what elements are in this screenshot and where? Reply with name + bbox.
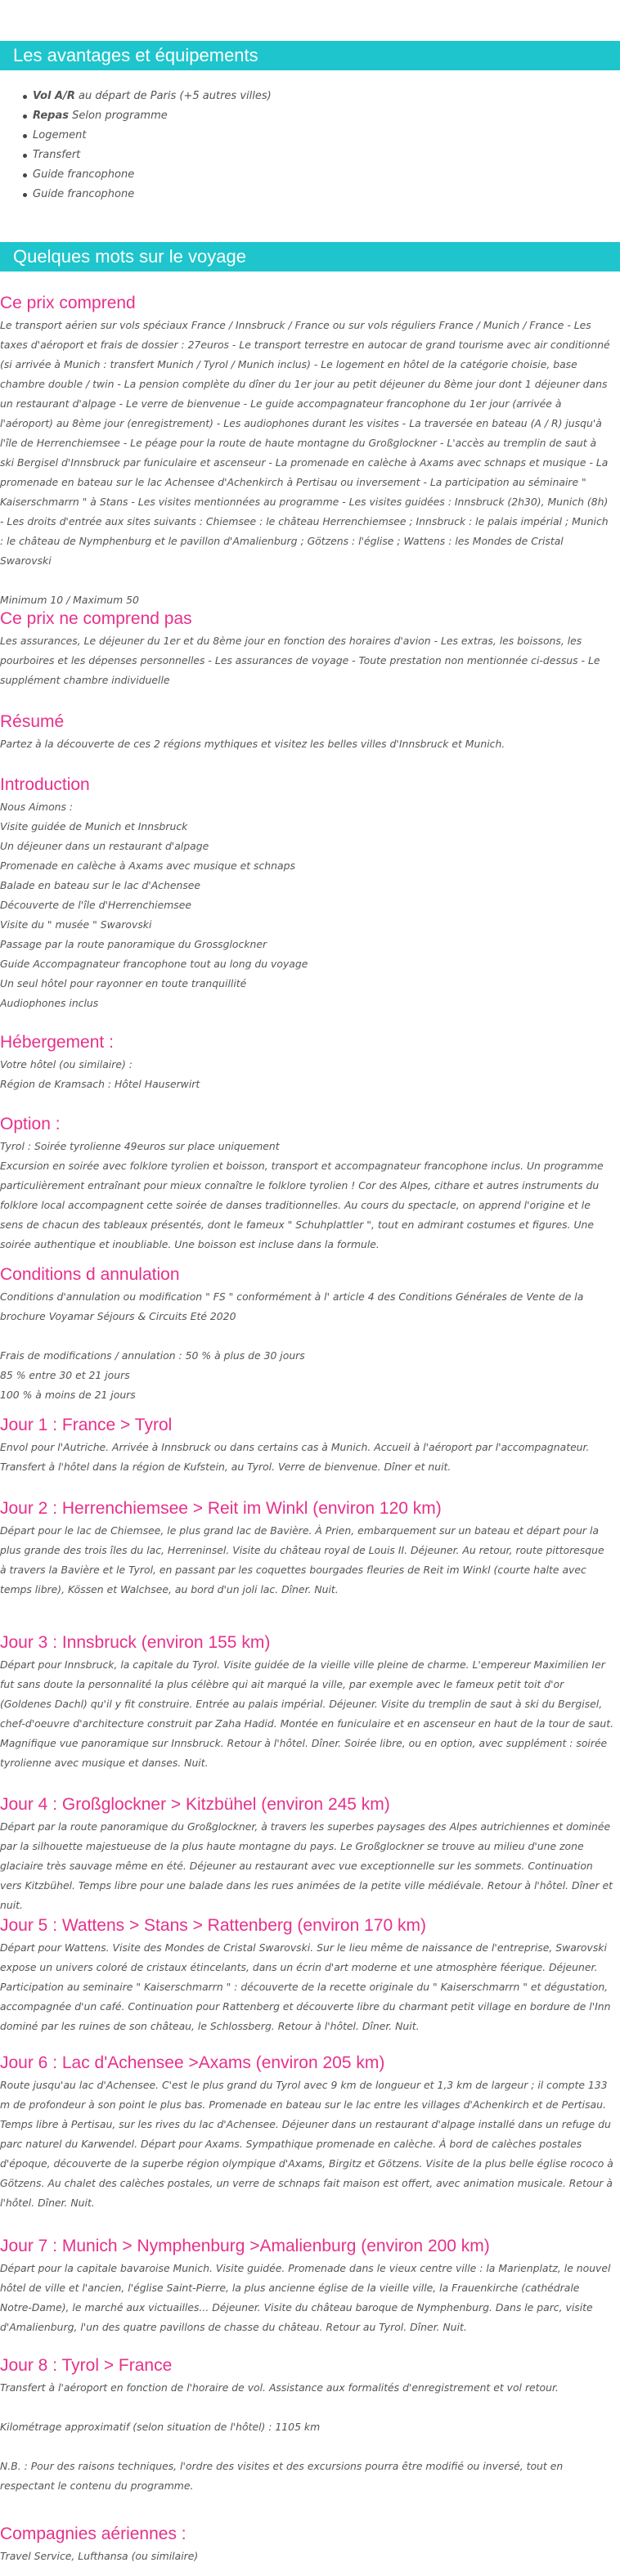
day-1-section bbox=[0, 1415, 613, 1477]
day-3-section bbox=[0, 1632, 613, 1773]
summary-text: Partez à la découverte de ces 2 régions mythiques et visitez les belles villes d'Innsbruck et Munich. bbox=[0, 738, 505, 750]
option-section bbox=[0, 1114, 613, 1254]
advantage-item-bold: Repas bbox=[33, 110, 69, 122]
advantage-item-text: Logement bbox=[33, 129, 87, 141]
included-section bbox=[0, 293, 613, 610]
summary-heading: Résumé bbox=[0, 712, 65, 731]
day-2-section bbox=[0, 1498, 613, 1600]
introduction-section bbox=[0, 774, 613, 1013]
advantage-item-text: Guide francophone bbox=[33, 188, 135, 200]
intro-line: Un seul hôtel pour rayonner en toute tranquillité bbox=[0, 977, 247, 990]
not-included-text: Les assurances, Le déjeuner du 1er et du 8ème jour en fonction des horaires d'avion - Les extras, les boissons, les pourboires et les dépenses personnelles - Les assurances de voyage - Toute prestation non mentionnée ci-dessus - Le supplément chambre individuelle bbox=[0, 635, 600, 686]
airlines-section bbox=[0, 2524, 613, 2566]
not-included-section bbox=[0, 608, 613, 690]
about-header: Quelques mots sur le voyage bbox=[0, 242, 620, 272]
cancellation-heading: Conditions d annulation bbox=[0, 1265, 180, 1284]
intro-line: Promenade en calèche à Axams avec musique et schnaps bbox=[0, 859, 295, 872]
day-heading: Jour 3 : Innsbruck (environ 155 km) bbox=[0, 1633, 271, 1652]
day-text: Départ pour Wattens. Visite des Mondes de Cristal Swarovski. Sur le lieu même de naissance de l'entreprise, Swarovski expose un univers coloré de cristaux étincelants, dans un écrin d'art moderne et une atmosphère féerique. Déjeuner. Participation au seminaire " Kaiserschmarrn " : découverte de la recette originale du " Kaiserschmarrn " et dégustation, accompagnée d'un café. Continuation pour Rattenberg et découverte libre du charmant petit village en bordure de l'Inn dominé par les ruines de son château, le Schlossberg. Retour à l'hôtel. Dîner. Nuit. bbox=[0, 1941, 611, 2032]
advantages-list bbox=[33, 87, 272, 204]
day-heading: Jour 8 : Tyrol > France bbox=[0, 2356, 173, 2375]
intro-line: Passage par la route panoramique du Grossglockner bbox=[0, 938, 267, 950]
day-heading: Jour 7 : Munich > Nymphenburg >Amalienburg (environ 200 km) bbox=[0, 2237, 490, 2255]
advantages-header: Les avantages et équipements bbox=[0, 41, 620, 70]
advantage-item bbox=[33, 106, 272, 126]
cancellation-fee: 85 % entre 30 et 21 jours bbox=[0, 1369, 130, 1381]
lodging-heading: Hébergement : bbox=[0, 1033, 114, 1052]
cancellation-text: Conditions d'annulation ou modification " FS " conformément à l' article 4 des Conditions Générales de Vente de la brochure Voyamar Séjours & Circuits Eté 2020 bbox=[0, 1290, 584, 1322]
intro-line: Guide Accompagnateur francophone tout au long du voyage bbox=[0, 958, 308, 970]
included-text: Le transport aérien sur vols spéciaux France / Innsbruck / France ou sur vols réguliers France / Munich / France - Les taxes d'aéroport et frais de dossier : 27euros - Le transport terrestre en autocar de grand tourisme avec air conditionné (si arrivée à Munich : transfert Munich / Tyrol / Munich inclus) - Le logement en hôtel de la catégorie choisie, base chambre double / twin - La pension complète du dîner du 1er jour au petit déjeuner du 8ème jour dont 1 déjeuner dans un restaurant d'alpage - Le verre de bienvenue - Le guide accompagnateur francophone du 1er jour (arrivée à l'aéroport) au 8ème jour (enregistrement) - Les audiophones durant les visites - La traversée en bateau (A / R) jusqu'à l'île de Herrenchiemsee - Le péage pour la route de haute montagne du Großglockner - L'accès au tremplin de saut à ski Bergisel d'Innsbruck par funiculaire et ascenseur - La promenade en calèche à Axams avec schnaps et musique - La promenade en bateau sur le lac Achensee d'Achenkirch à Pertisau ou inversement - La participation au séminaire " Kaiserschmarrn " à Stans - Les visites mentionnées au programme - Les visites guidées : Innsbruck (2h30), Munich (8h) - Les droits d'entrée aux sites suivants : Chiemsee : le château Herrenchiemsee ; Innsbruck : le palais impérial ; Munich : le château de Nymphenburg et le pavillon d'Amalienburg ; Götzens : l'église ; Wattens : les Mondes de Cristal Swarovski bbox=[0, 319, 610, 567]
advantage-item-text: Selon programme bbox=[69, 110, 168, 122]
intro-line: Nous Aimons : bbox=[0, 801, 74, 813]
day-text: Départ pour Innsbruck, la capitale du Tyrol. Visite guidée de la vieille ville pleine de charme. L'empereur Maximilien Ier fut sans doute la personnalité la plus célèbre qui ait marqué la ville, par exemple avec le fameux petit toit d'or (Goldenes Dachl) qu'il y fit construire. Entrée au palais impérial. Déjeuner. Visite du tremplin de saut à ski du Bergisel, chef-d'oeuvre d'architecture construit par Zaha Hadid. Montée en funiculaire et en ascenseur en haut de la tour de saut. Magnifique vue panoramique sur Innsbruck. Retour à l'hôtel. Dîner. Soirée libre, ou en option, avec supplément : soirée tyrolienne avec musique et danses. Nuit. bbox=[0, 1658, 614, 1769]
advantage-item-text: au départ de Paris (+5 autres villes) bbox=[74, 90, 272, 102]
lodging-line: Région de Kramsach : Hôtel Hauserwirt bbox=[0, 1078, 200, 1090]
day-heading: Jour 2 : Herrenchiemsee > Reit im Winkl (environ 120 km) bbox=[0, 1499, 442, 1518]
advantage-item bbox=[33, 126, 272, 146]
cancellation-fee: Frais de modifications / annulation : 50 % à plus de 30 jours bbox=[0, 1349, 305, 1362]
day-4-section bbox=[0, 1794, 613, 1915]
intro-line: Un déjeuner dans un restaurant d'alpage bbox=[0, 840, 209, 852]
intro-line: Visite du " musée " Swarovski bbox=[0, 918, 152, 931]
day-text: Départ pour le lac de Chiemsee, le plus grand lac de Bavière. À Prien, embarquement sur un bateau et départ pour la plus grande des trois îles du lac, Herreninsel. Visite du château royal de Louis II. Déjeuner. Au retour, route pittoresque à travers la Bavière et le Tyrol, en passant par les coquettes bourgades fleuries de Reit im Winkl (courte halte avec temps libre), Kössen et Walchsee, au bord d'un joli lac. Dîner. Nuit. bbox=[0, 1524, 604, 1595]
lodging-section bbox=[0, 1032, 613, 1094]
day-heading: Jour 4 : Großglockner > Kitzbühel (environ 245 km) bbox=[0, 1795, 390, 1814]
introduction-heading: Introduction bbox=[0, 775, 90, 794]
day-7-section bbox=[0, 2236, 613, 2337]
option-line: Tyrol : Soirée tyrolienne 49euros sur place uniquement bbox=[0, 1140, 280, 1152]
airlines-text: Travel Service, Lufthansa (ou similaire) bbox=[0, 2550, 199, 2562]
included-heading: Ce prix comprend bbox=[0, 294, 136, 312]
day-heading: Jour 5 : Wattens > Stans > Rattenberg (environ 170 km) bbox=[0, 1916, 426, 1935]
day-text: Envol pour l'Autriche. Arrivée à Innsbruck ou dans certains cas à Munich. Accueil à l'aéroport par l'accompagnateur. Transfert à l'hôtel dans la région de Kufstein, au Tyrol. Verre de bienvenue. Dîner et nuit. bbox=[0, 1441, 590, 1473]
day-text: Transfert à l'aéroport en fonction de l'horaire de vol. Assistance aux formalités d'enregistrement et vol retour. bbox=[0, 2381, 559, 2394]
day-text: Route jusqu'au lac d'Achensee. C'est le plus grand du Tyrol avec 9 km de longueur et 1,3 km de largeur ; il compte 133 m de profondeur à son point le plus bas. Promenade en bateau sur le lac entre les villages d'Achenkirch et de Pertisau. Temps libre à Pertisau, sur les rives du lac d'Achensee. Déjeuner dans un restaurant d'alpage installé dans un refuge du parc naturel du Karwendel. Départ pour Axams. Sympathique promenade en calèche. À bord de calèches postales d'époque, découverte de la superbe région olympique d'Axams, Birgitz et Götzens. Visite de la plus belle église rococo à Götzens. Au chalet des calèches postales, un verre de schnaps fait maison est offert, avec animation musicale. Retour à l'hôtel. Dîner. Nuit. bbox=[0, 2079, 613, 2209]
advantage-item bbox=[33, 87, 272, 106]
lodging-line: Votre hôtel (ou similaire) : bbox=[0, 1058, 133, 1070]
intro-line: Balade en bateau sur le lac d'Achensee bbox=[0, 879, 201, 891]
not-included-heading: Ce prix ne comprend pas bbox=[0, 609, 192, 628]
day-8-section bbox=[0, 2355, 613, 2496]
day-text: Départ pour la capitale bavaroise Munich. Visite guidée. Promenade dans le vieux centre ville : la Marienplatz, le nouvel hôtel de ville et l'ancien, l'église Saint-Pierre, la plus ancienne église de la vieille ville, la Frauenkirche (cathédrale Notre-Dame), le marché aux victuailles... Déjeuner. Visite du château baroque de Nymphenburg. Dans le parc, visite d'Amalienburg, l'un des quatre pavillons de chasse du château. Retour au Tyrol. Dîner. Nuit. bbox=[0, 2262, 611, 2333]
advantage-item bbox=[33, 165, 272, 185]
cancellation-fee: 100 % à moins de 21 jours bbox=[0, 1389, 136, 1401]
summary-section bbox=[0, 711, 613, 754]
advantage-item-text: Transfert bbox=[33, 149, 81, 161]
cancellation-section bbox=[0, 1264, 613, 1405]
advantage-item bbox=[33, 146, 272, 165]
airlines-heading: Compagnies aériennes : bbox=[0, 2524, 186, 2543]
option-heading: Option : bbox=[0, 1115, 61, 1133]
intro-line: Audiophones inclus bbox=[0, 997, 99, 1009]
intro-line: Découverte de l'île d'Herrenchiemsee bbox=[0, 899, 191, 911]
option-text: Excursion en soirée avec folklore tyrolien et boisson, transport et accompagnateur francophone inclus. Un programme particulièrement entraînant pour mieux connaître le folklore tyrolien ! Cor des Alpes, cithare et autres instruments du folklore local accompagnent cette soirée de danses traditionnelles. Au cours du spectacle, on apprend l'origine et le sens de chacun des tableaux présentés, dont le fameux " Schuhplattler ", tout en admirant costumes et figures. Une soirée authentique et inoubliable. Une boisson est incluse dans la formule. bbox=[0, 1160, 604, 1250]
day-6-section bbox=[0, 2053, 613, 2213]
day-heading: Jour 6 : Lac d'Achensee >Axams (environ 205 km) bbox=[0, 2053, 385, 2072]
day-text: Départ par la route panoramique du Großglockner, à travers les superbes paysages des Alpes autrichiennes et dominée par la silhouette majestueuse de la plus haute montagne du pays. Le Großglockner se trouve au milieu d'une zone glaciaire très sauvage même en été. Déjeuner au restaurant avec vue exceptionnelle sur les sommets. Continuation vers Kitzbühel. Temps libre pour une balade dans les rues animées de la petite ville médiévale. Retour à l'hôtel. Dîner et nuit. bbox=[0, 1820, 613, 1911]
intro-line: Visite guidée de Munich et Innsbruck bbox=[0, 820, 188, 832]
advantage-item bbox=[33, 185, 272, 204]
included-min-max: Minimum 10 / Maximum 50 bbox=[0, 594, 139, 606]
nb-note: N.B. : Pour des raisons techniques, l'ordre des visites et des excursions pourra être modifié ou inversé, tout en respectant le contenu du programme. bbox=[0, 2460, 564, 2492]
advantage-item-text: Guide francophone bbox=[33, 168, 135, 181]
day-heading: Jour 1 : France > Tyrol bbox=[0, 1416, 173, 1434]
distance-note: Kilométrage approximatif (selon situation de l'hôtel) : 1105 km bbox=[0, 2421, 321, 2433]
advantage-item-bold: Vol A/R bbox=[33, 90, 75, 102]
day-5-section bbox=[0, 1915, 613, 2036]
